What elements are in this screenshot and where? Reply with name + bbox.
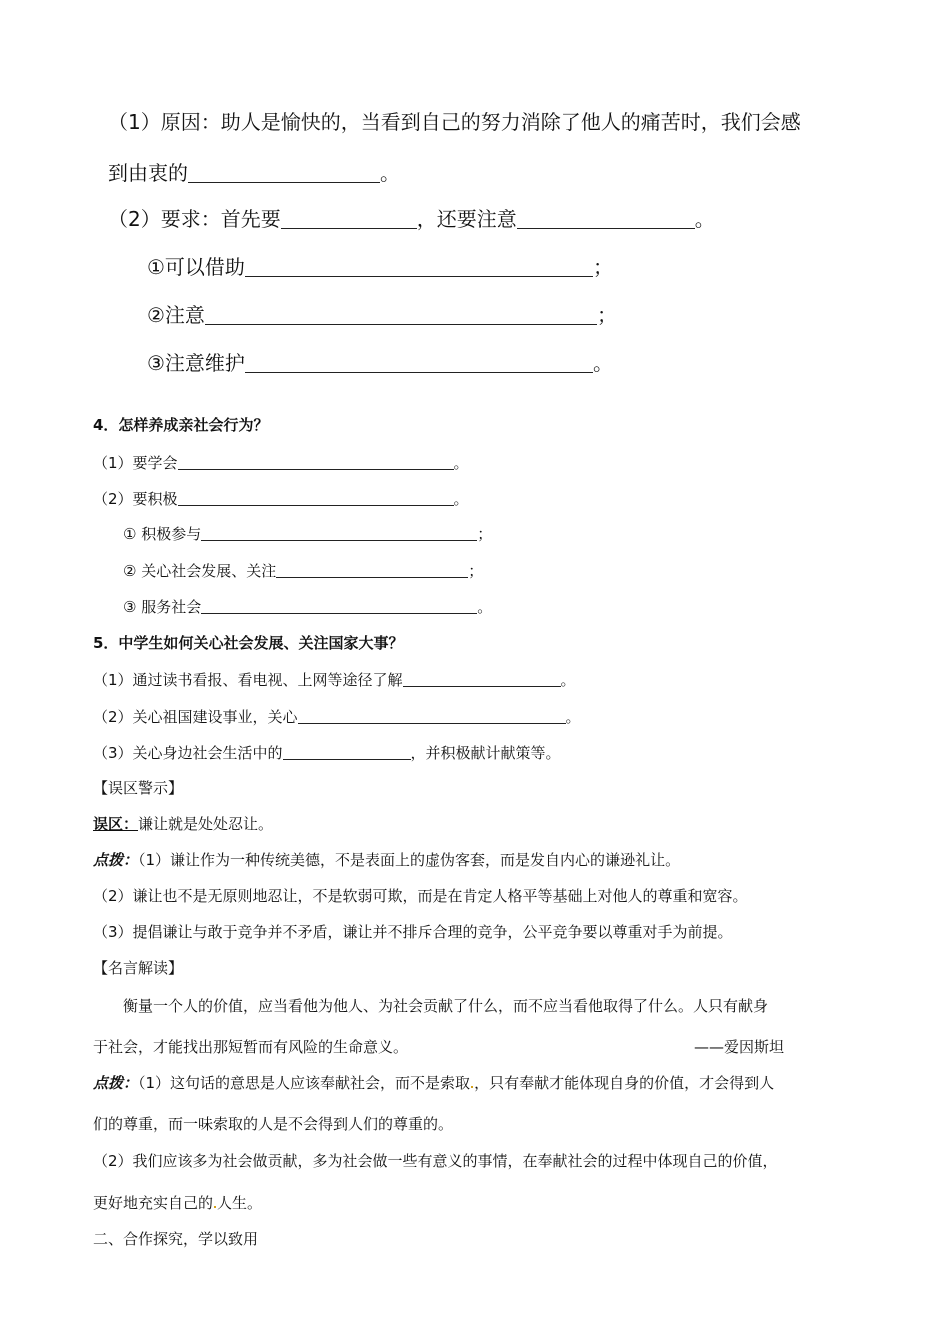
punct: 。 <box>453 490 469 508</box>
blank-sec4-2[interactable] <box>178 487 454 506</box>
quote-tip-line-4 <box>93 1192 262 1213</box>
sec5-line-2 <box>93 705 581 727</box>
sec4-line-5-label: ③ 服务社会 <box>123 598 202 616</box>
warning-tip-label: 点拨： <box>93 851 139 869</box>
sec5-line-1 <box>93 668 576 690</box>
sec3-requirement-text: （2）要求：首先要 <box>108 207 281 231</box>
sec4-line-2 <box>93 487 469 509</box>
sec4-heading: 4．怎样养成亲社会行为？ <box>93 416 269 434</box>
sec3-item-3-label: ③注意维护 <box>147 351 245 375</box>
sec3-item-1 <box>147 251 613 280</box>
sec4-line-2-label: （2）要积极 <box>93 490 178 508</box>
punct: 。 <box>694 207 715 231</box>
warning-tip-line-1 <box>93 849 680 870</box>
sec4-line-5 <box>123 595 492 617</box>
sec3-item-1-label: ①可以借助 <box>147 255 245 279</box>
sec3-item-2-label: ②注意 <box>147 303 205 327</box>
quote-tip-line-1 <box>93 1072 774 1093</box>
blank-first[interactable] <box>281 206 417 229</box>
blank-sec4-5[interactable] <box>201 595 477 614</box>
sec4-line-1 <box>93 451 469 473</box>
sec4-line-3-label: ① 积极参与 <box>123 525 202 543</box>
punct: 。 <box>477 598 493 616</box>
sec4-line-1-label: （1）要学会 <box>93 454 178 472</box>
sec5-line-1-label: （1）通过读书看报、看电视、上网等途径了解 <box>93 671 403 689</box>
sec3-requirement-mid: ，还要注意 <box>416 207 517 231</box>
sec3-requirement-line <box>108 203 715 232</box>
quote-text-line-1: 衡量一个人的价值，应当看他为他人、为社会贡献了什么，而不应当看他取得了什么。人只有献身 <box>123 997 769 1015</box>
sec5-heading: 5．中学生如何关心社会发展、关注国家大事？ <box>93 634 404 652</box>
blank-sec5-2[interactable] <box>298 705 566 724</box>
blank-item-3[interactable] <box>245 350 593 373</box>
sec5-line-3-end: ，并积极献计献策等。 <box>410 744 561 762</box>
sec4-line-4 <box>123 559 483 581</box>
punct: 。 <box>592 351 613 375</box>
sec3-item-3 <box>147 347 613 376</box>
sec4-line-4-label: ② 关心社会发展、关注 <box>123 562 277 580</box>
warning-tip-line-3: （3）提倡谦让与敢于竞争并不矛盾，谦让并不排斥合理的竞争，公平竞争要以尊重对手为前提。 <box>93 923 733 941</box>
quote-tip-line-3: （2）我们应该多为社会做贡献，多为社会做一些有意义的事情，在奉献社会的过程中体现自己的价值， <box>93 1152 778 1170</box>
sec5-line-3 <box>93 741 561 763</box>
warning-mistake-line <box>93 813 273 834</box>
warning-tip-text-1: （1）谦让作为一种传统美德，不是表面上的虚伪客套，而是发自内心的谦逊礼让。 <box>138 851 681 869</box>
quote-tip-text-1b: ，只有奉献才能体现自身的价值，才会得到人 <box>474 1074 775 1092</box>
punct: ； <box>477 525 493 543</box>
punct: 。 <box>453 454 469 472</box>
warning-mistake-text: 谦让就是处处忍让。 <box>138 815 274 833</box>
sec3-reason-text-2: 到由衷的 <box>108 161 188 185</box>
blank-attention[interactable] <box>517 206 695 229</box>
punct: ； <box>596 303 617 327</box>
sec3-reason-line-2 <box>108 157 400 186</box>
punct: 。 <box>380 161 400 185</box>
quote-author: ——爱因斯坦 <box>694 1038 785 1056</box>
blank-sec5-3[interactable] <box>283 741 411 760</box>
blank-sec4-3[interactable] <box>201 522 477 541</box>
sec5-line-2-label: （2）关心祖国建设事业，关心 <box>93 708 298 726</box>
warning-tip-line-2: （2）谦让也不是无原则地忍让，不是软弱可欺，而是在肯定人格平等基础上对他人的尊重和宽容。 <box>93 887 748 905</box>
blank-item-1[interactable] <box>245 254 593 277</box>
mark-dot <box>471 1086 473 1088</box>
punct: 。 <box>565 708 581 726</box>
quote-tip-text-4a: 更好地充实自己的 <box>93 1194 214 1212</box>
warning-mistake-label: 误区： <box>93 815 139 833</box>
sec3-item-2 <box>147 299 617 328</box>
sec3-reason-text: （1）原因：助人是愉快的，当看到自己的努力消除了他人的痛苦时，我们会感 <box>108 110 801 134</box>
quote-tip-line-2: 们的尊重，而一味索取的人是不会得到人们的尊重的。 <box>93 1115 454 1133</box>
blank-reason[interactable] <box>188 160 380 183</box>
blank-item-2[interactable] <box>205 302 597 325</box>
section2-heading: 二、合作探究，学以致用 <box>93 1230 259 1248</box>
sec5-line-3-label: （3）关心身边社会生活中的 <box>93 744 283 762</box>
sec4-line-3 <box>123 522 492 544</box>
sec3-reason-line <box>108 106 801 135</box>
warning-heading: 【误区警示】 <box>93 779 184 797</box>
blank-sec4-4[interactable] <box>276 559 468 578</box>
mark-dot <box>214 1206 216 1208</box>
quote-heading: 【名言解读】 <box>93 959 184 977</box>
quote-text-line-2: 于社会，才能找出那短暂而有风险的生命意义。 <box>93 1038 409 1056</box>
punct: 。 <box>560 671 576 689</box>
punct: ； <box>592 255 613 279</box>
blank-sec5-1[interactable] <box>403 668 561 687</box>
blank-sec4-1[interactable] <box>178 451 454 470</box>
quote-tip-text-4b: 人生。 <box>217 1194 263 1212</box>
quote-tip-text-1a: （1）这句话的意思是人应该奉献社会，而不是索取 <box>138 1074 471 1092</box>
quote-tip-label: 点拨： <box>93 1074 139 1092</box>
punct: ； <box>468 562 484 580</box>
